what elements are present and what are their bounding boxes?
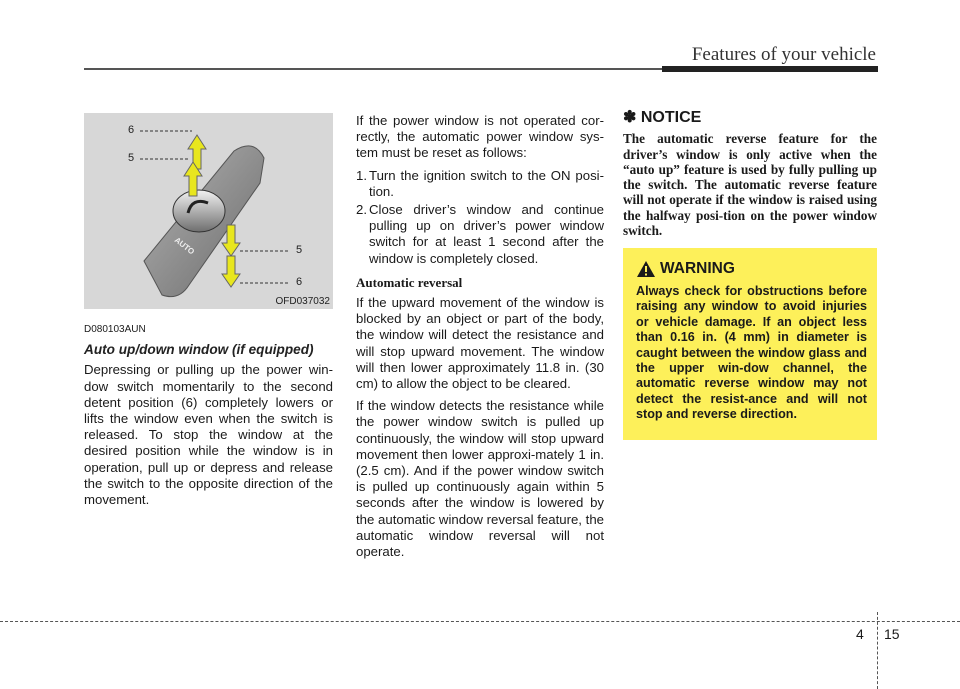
warning-header — [636, 260, 867, 278]
auto-reversal-heading: Automatic reversal — [356, 274, 463, 290]
step-text: Close driver’s window and continue pulling up on driver’s power window switch for at least 1 second after the window is completely closed. — [369, 202, 604, 266]
step-text: Turn the ignition switch to the ON posi-tion. — [369, 167, 604, 199]
warning-title: WARNING — [660, 260, 735, 277]
header-rule-accent — [662, 66, 878, 72]
label-position-6-down: 6 — [296, 276, 303, 288]
footer-rule — [0, 621, 960, 622]
label-position-5-down: 5 — [296, 244, 303, 256]
header-rule — [84, 68, 662, 70]
step-number: 2. — [356, 202, 367, 218]
auto-reversal-paragraph-1: If the upward movement of the window is blocked by an object or part of the body, the window will detect the resistance and will stop upward movement. The window will then lower approximately 11.8 in. (30 cm) to allow the object to be cleared. — [356, 295, 604, 392]
section-code: D080103AUN — [84, 324, 146, 335]
label-position-6-up: 6 — [128, 124, 135, 136]
auto-window-paragraph: Depressing or pulling up the power win-dow switch momentarily to the second detent position (6) completely lowers or lifts the window even when the switch is released. To stop the window at the desired position while the window is in operation, pull up or depress and release the switch to the opposite direction of the movement. — [84, 362, 333, 508]
auto-reversal-paragraph-2: If the window detects the resistance while the power window switch is pulled up continuously, the window will stop upward movement then lower approxi-mately 1 in. (2.5 cm). And if the power window switch is pulled up continuously again within 5 seconds after the window is lowered by the automatic window reversal feature, the automatic window reversal will not operate. — [356, 398, 604, 560]
notice-body: The automatic reverse feature for the driver’s window is only active when the “auto up” feature is used by fully pulling up the switch. The automatic reverse feature will not operate if the window is raised using the halfway posi-tion on the power window switch. — [623, 131, 877, 238]
label-position-5-up: 5 — [128, 152, 135, 164]
section-heading: Auto up/down window (if equipped) — [84, 342, 314, 358]
warning-body: Always check for obstructions before raising any window to avoid injuries or vehicle damage. If an object less than 0.16 in. (4 mm) in diameter is caught between the window glass and the upper win-dow channel, the automatic reverse window may not detect the resist-ance and will not stop and reverse direction. — [636, 284, 867, 422]
svg-text:AUTO: AUTO — [172, 235, 197, 257]
page-number: 15 — [884, 626, 900, 642]
window-switch-figure — [84, 113, 333, 309]
footer-divider — [877, 612, 878, 689]
reset-steps — [356, 168, 604, 267]
left-column — [84, 314, 333, 514]
notice-title: ✽ NOTICE — [623, 109, 702, 126]
warning-box — [623, 248, 877, 440]
middle-column — [356, 113, 604, 566]
list-item — [356, 168, 604, 200]
page-header-title: Features of your vehicle — [691, 44, 876, 65]
figure-code: OFD037032 — [275, 296, 330, 307]
reset-intro: If the power window is not operated cor-rectly, the automatic power window sys-tem must be reset as follows: — [356, 113, 604, 161]
warning-triangle-icon — [636, 260, 656, 278]
chapter-number: 4 — [856, 626, 864, 642]
notice-section — [623, 110, 877, 244]
list-item — [356, 202, 604, 267]
step-number: 1. — [356, 167, 367, 183]
